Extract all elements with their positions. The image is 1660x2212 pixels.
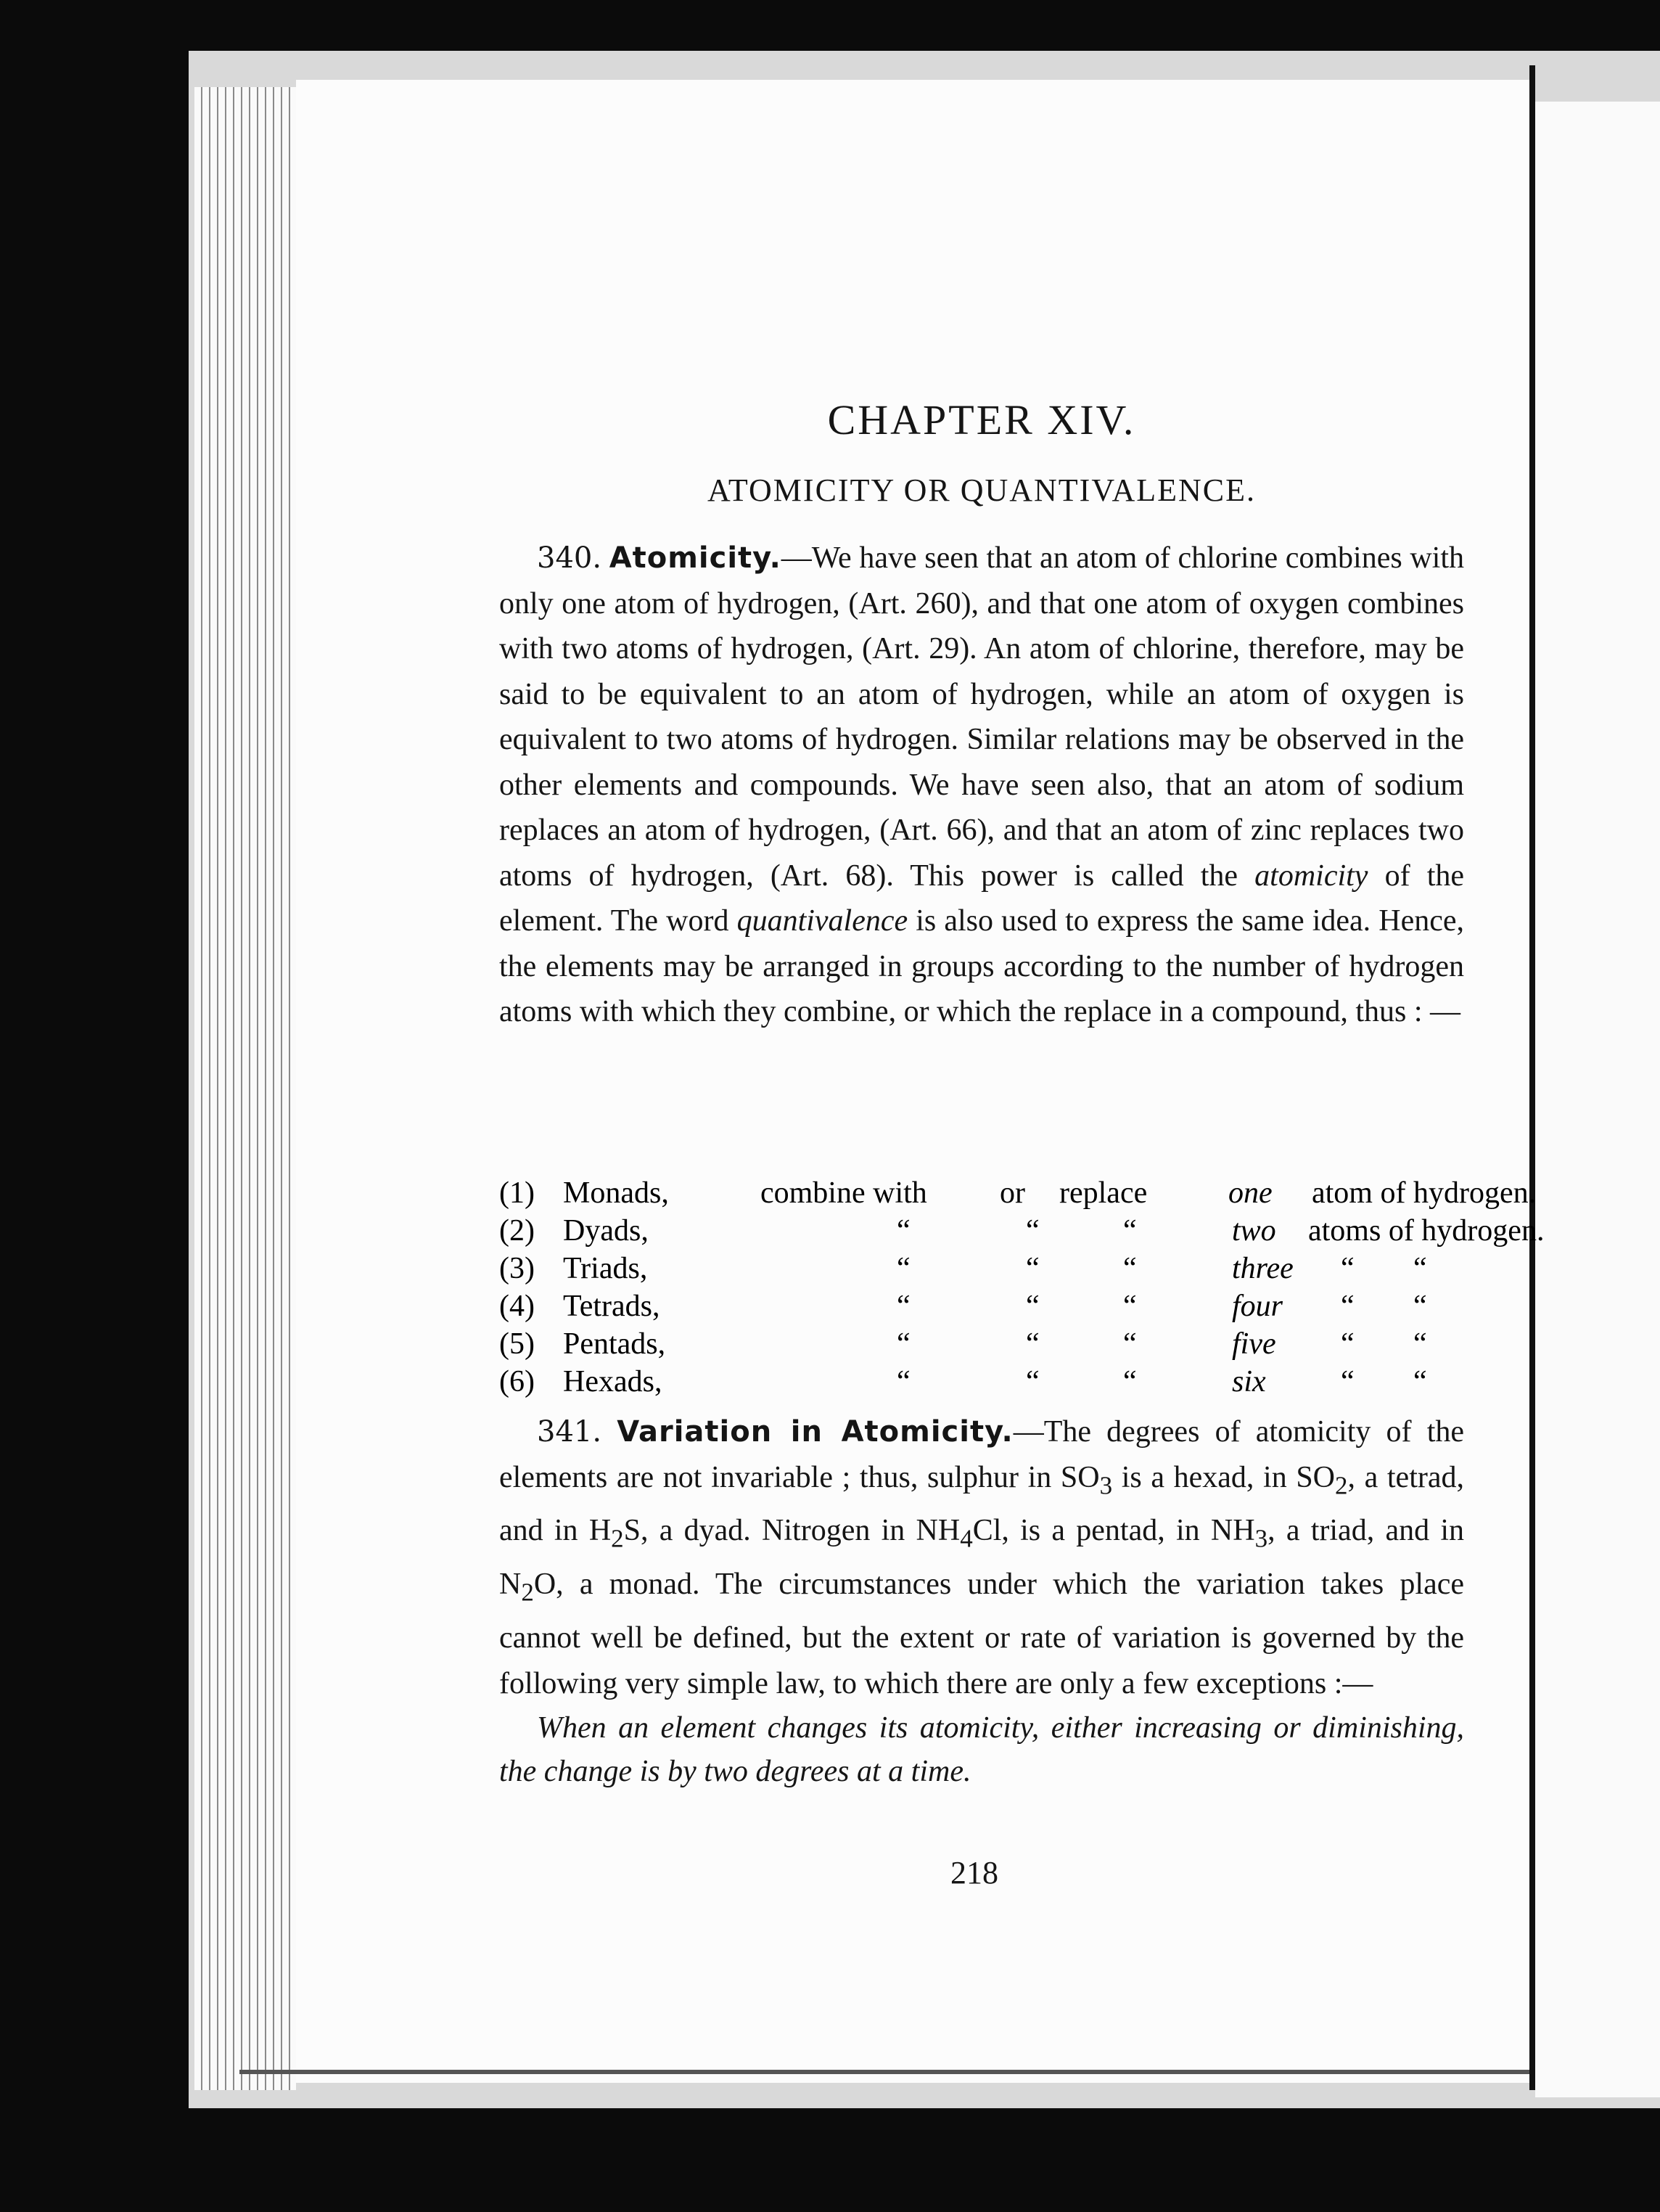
group-name: Triads, (563, 1252, 648, 1285)
group-count: four (1232, 1290, 1283, 1323)
list-item (499, 1213, 1545, 1251)
group-number: (3) (499, 1252, 535, 1285)
group-name: Hexads, (563, 1365, 662, 1398)
subscript: 2 (1335, 1470, 1348, 1499)
group-verb: “ (897, 1327, 911, 1361)
group-number: (4) (499, 1290, 535, 1323)
group-conj: “ (1026, 1327, 1040, 1361)
subscript: 2 (521, 1578, 534, 1607)
group-verb2: “ (1123, 1365, 1137, 1398)
group-verb: combine with (760, 1176, 927, 1210)
group-unit: “ (1341, 1290, 1355, 1323)
chapter-title: CHAPTER XIV. (827, 396, 1136, 443)
group-ditto: “ (1413, 1252, 1427, 1285)
section-341-heading: Variation in Atomicity. (617, 1415, 1014, 1449)
group-conj: “ (1026, 1214, 1040, 1248)
group-number: (1) (499, 1176, 535, 1210)
group-count: two (1232, 1214, 1276, 1248)
section-340-text-1: —We have seen that an atom of chlorine combines with only one atom of hydrogen, (Art. 260), and that one atom of oxygen combines with two atoms of hydrogen, (Art. 29). An atom of chlorine, therefore, may be said to be equivalent to an atom of hydrogen, while an atom of oxygen is equivalent to two atoms of hydrogen. Similar relations may be observed in the other elements and compounds. We have seen also, that an atom of sodium replaces an atom of hydrogen, (Art. 66), and that an atom of zinc replaces two atoms of hydrogen, (Art. 68). This power is called the (499, 541, 1464, 893)
chapter-subtitle: ATOMICITY OR QUANTIVALENCE. (707, 472, 1256, 508)
section-341-text-a: —The degrees of atomicity of the elements are not invariable ; thus, sulphur in SO (499, 1415, 1465, 1494)
term-atomicity: atomicity (1254, 859, 1368, 893)
group-unit: “ (1341, 1327, 1355, 1361)
book-gutter (1529, 65, 1535, 2090)
group-ditto: “ (1413, 1290, 1427, 1323)
group-name: Monads, (563, 1176, 669, 1210)
group-unit: “ (1341, 1365, 1355, 1398)
group-count: three (1232, 1252, 1294, 1285)
group-count: five (1232, 1327, 1276, 1361)
group-verb2: “ (1123, 1290, 1137, 1323)
facing-page-edge (1535, 102, 1660, 2097)
subscript: 3 (1099, 1470, 1113, 1499)
group-verb: “ (897, 1290, 911, 1323)
page-edges (194, 87, 296, 2090)
section-340-number: 340. (537, 541, 602, 575)
group-conj: “ (1026, 1290, 1040, 1323)
section-341-text-g: O, a monad. The circumstances under which the variation takes place cannot well be defined, but the extent or rate of variation is governed by the following very simple law, to which there are only a few exceptions :— (499, 1568, 1464, 1700)
section-340-text-3: is also used to express the same idea. Hence, the elements may be arranged in groups according to the number of hydrogen atoms with which they combine, or which the replace in a compound, thus : — (499, 904, 1465, 1028)
group-verb2: “ (1123, 1252, 1137, 1285)
group-name: Pentads, (563, 1327, 666, 1361)
group-unit: atom of hydrogen. (1312, 1176, 1537, 1210)
group-verb2: “ (1123, 1214, 1137, 1248)
group-number: (6) (499, 1365, 535, 1398)
list-item (499, 1251, 1464, 1289)
section-340-heading: Atomicity. (609, 541, 781, 575)
group-verb: “ (897, 1252, 911, 1285)
section-341 (499, 1409, 1464, 1793)
group-ditto: “ (1413, 1365, 1427, 1398)
section-340-paragraph (499, 536, 1464, 1035)
subscript: 3 (1254, 1524, 1268, 1553)
section-341-paragraph (499, 1409, 1464, 1706)
subscript: 2 (611, 1524, 624, 1553)
list-item (499, 1364, 1464, 1402)
section-341-number: 341. (537, 1415, 602, 1449)
section-341-text-e: Cl, is a pentad, in NH (972, 1514, 1255, 1548)
list-item (499, 1289, 1464, 1327)
group-count: one (1228, 1176, 1273, 1210)
group-conj: or (1000, 1176, 1025, 1210)
group-name: Tetrads, (563, 1290, 660, 1323)
group-verb2: replace (1059, 1176, 1148, 1210)
group-verb: “ (897, 1365, 911, 1398)
atomicity-law (499, 1706, 1464, 1793)
section-340 (499, 536, 1464, 1035)
group-name: Dyads, (563, 1214, 649, 1248)
groups-table (499, 1176, 1545, 1402)
section-341-text-b: is a hexad, in SO (1112, 1460, 1336, 1494)
group-conj: “ (1026, 1365, 1040, 1398)
group-verb: “ (897, 1214, 911, 1248)
group-ditto: “ (1413, 1327, 1427, 1361)
group-number: (2) (499, 1214, 535, 1248)
group-number: (5) (499, 1327, 535, 1361)
list-item (499, 1327, 1464, 1364)
page-bottom-edge (239, 2070, 1538, 2074)
section-341-text-d: S, a dyad. Nitrogen in NH (623, 1514, 961, 1548)
section-341-text-c: , a tetrad, and in H (499, 1460, 1465, 1548)
group-count: six (1232, 1365, 1266, 1398)
list-item (499, 1176, 1537, 1213)
page-number: 218 (950, 1855, 998, 1891)
subscript: 4 (960, 1524, 973, 1553)
group-unit: “ (1341, 1252, 1355, 1285)
group-unit: atoms of hydrogen. (1308, 1214, 1545, 1248)
section-341-text-f: , a triad, and in N (499, 1514, 1464, 1602)
group-conj: “ (1026, 1252, 1040, 1285)
atomicity-law-text: When an element changes its atomicity, either increasing or diminishing, the change is by two degrees at a time. (499, 1711, 1464, 1789)
term-quantivalence: quantivalence (736, 904, 908, 938)
section-340-text-2: of the element. The word (499, 859, 1465, 938)
group-verb2: “ (1123, 1327, 1137, 1361)
